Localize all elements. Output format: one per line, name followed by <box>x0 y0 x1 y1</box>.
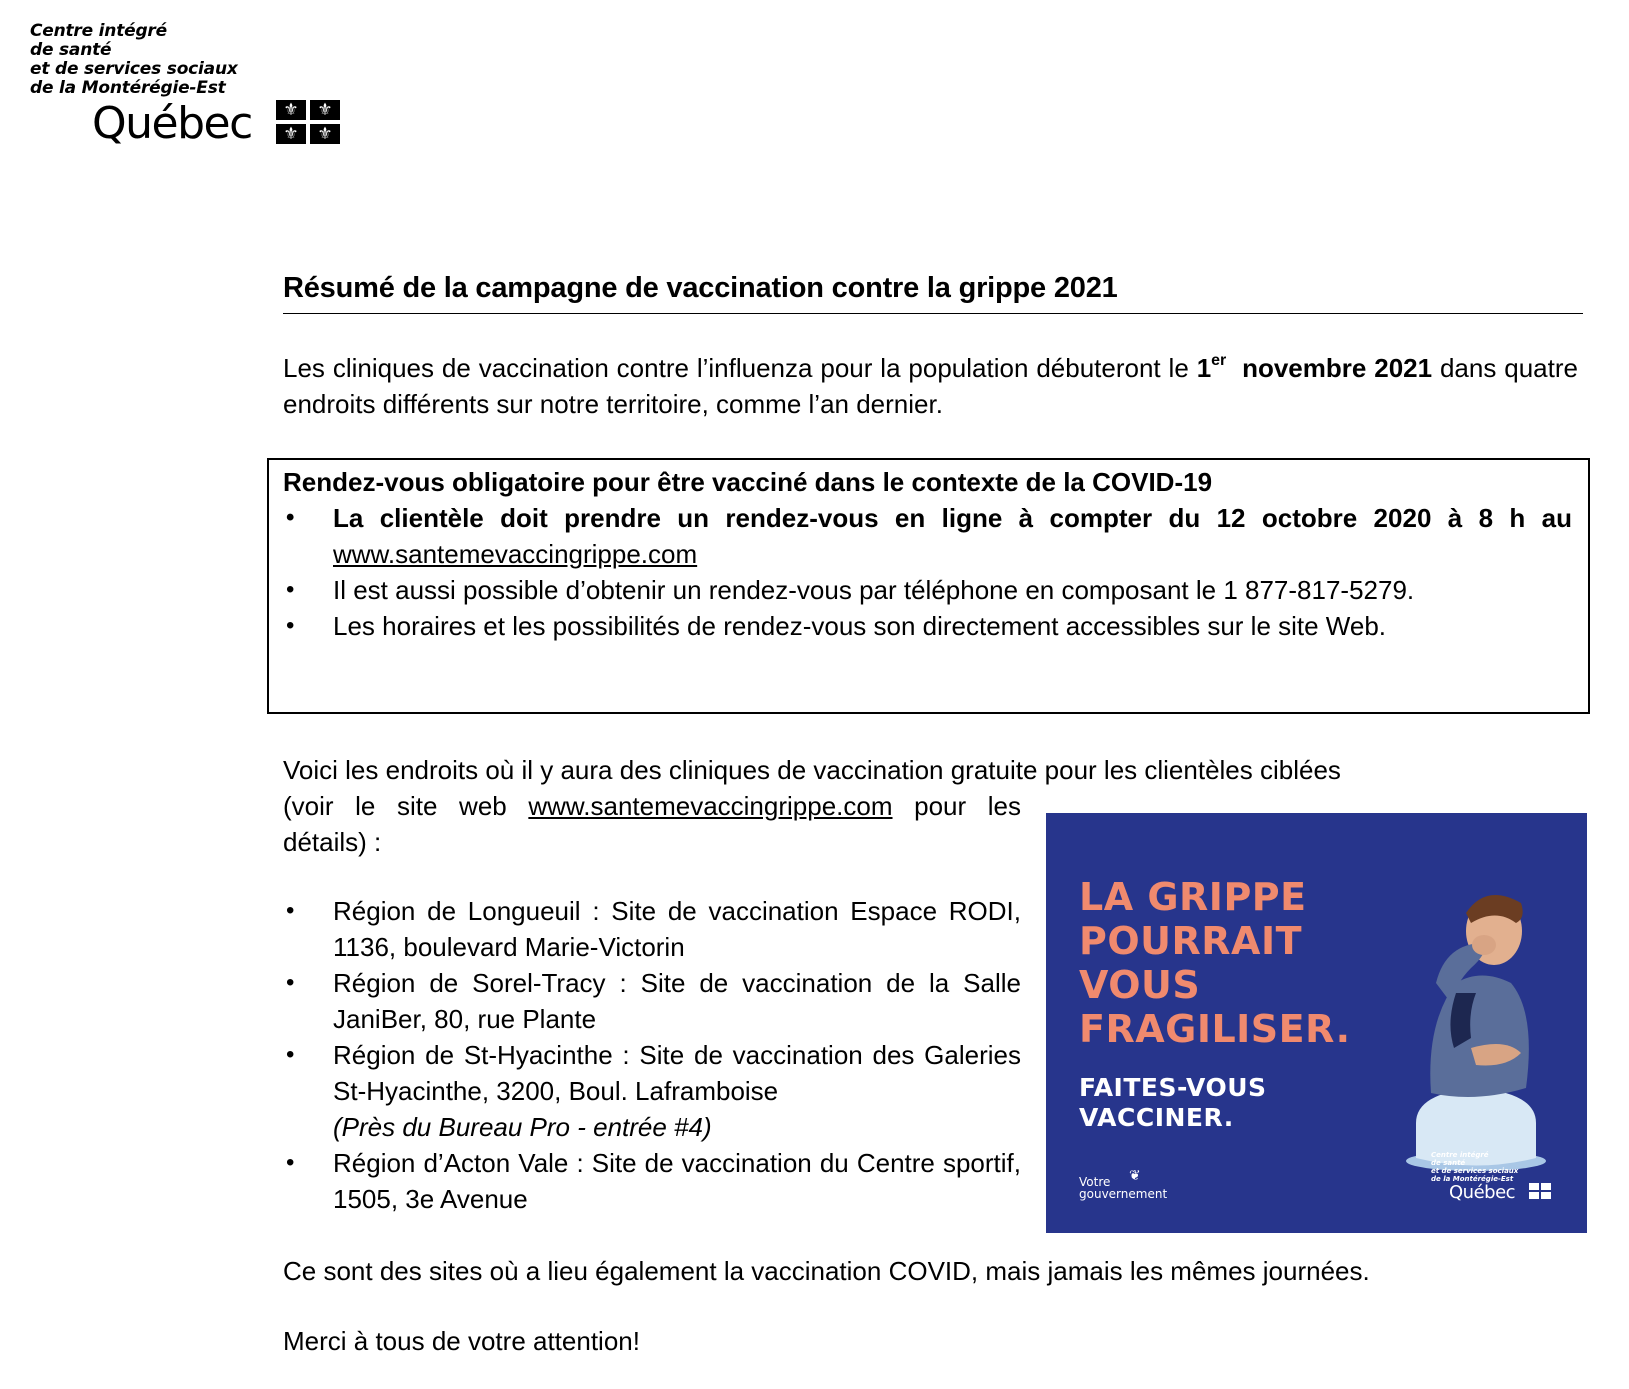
closing-thanks: Merci à tous de votre attention! <box>283 1326 640 1356</box>
poster-headline-line: LA GRIPPE <box>1079 875 1307 919</box>
sites-intro-link[interactable]: www.santemevaccingrippe.com <box>528 791 893 821</box>
sites-intro-text: (voir le site web <box>283 791 529 821</box>
site-text: Région d’Acton Vale : Site de vaccination du Centre sportif, 1505, 3e Avenue <box>333 1148 1021 1214</box>
intro-text-end: dans quatre endroits différents sur notre territoire, comme l’an dernier. <box>283 353 1578 419</box>
intro-paragraph <box>283 350 1578 422</box>
vaccine-site-link[interactable]: www.santemevaccingrippe.com <box>333 539 698 569</box>
list-item <box>283 965 1021 1037</box>
bullet-text: La clientèle doit prendre un rendez-vous en ligne à compter du 12 octobre 2020 à 8 h au <box>333 503 1572 533</box>
poster-logo-line: Centre intégré <box>1431 1151 1489 1159</box>
sites-intro-text-end: pour les détails) : <box>283 791 1021 857</box>
poster-logo-line: et de services sociaux <box>1431 1167 1519 1175</box>
intro-date-day: 1 <box>1196 353 1212 383</box>
poster-headline-line: POURRAIT <box>1079 919 1303 963</box>
poster-flag-icon <box>1529 1183 1551 1199</box>
vaccination-sites-list <box>283 893 1021 1217</box>
gov-line-1: Votre <box>1079 1175 1111 1189</box>
organization-logo <box>30 22 360 154</box>
poster-logo-line: de santé <box>1431 1159 1466 1167</box>
poster-headline-line: VOUS <box>1079 963 1201 1007</box>
list-item <box>283 893 1021 965</box>
poster-cta-line: VACCINER. <box>1079 1103 1234 1132</box>
appointment-bullet-phone: • Il est aussi possible d’obtenir un rendez-vous par téléphone en composant le 1 877-817-5279. <box>283 572 1572 608</box>
poster-headline-line: FRAGILISER. <box>1079 1007 1351 1051</box>
org-line-1: Centre intégré <box>30 21 167 41</box>
org-line-2: de santé <box>30 40 112 60</box>
appointment-bullet-online <box>283 500 1572 572</box>
coughing-man-illustration <box>1376 873 1586 1173</box>
covid-note: Ce sont des sites où a lieu également la vaccination COVID, mais jamais les mêmes journées. <box>283 1256 1370 1286</box>
sites-intro-line: Voici les endroits où il y aura des cliniques de vaccination gratuite pour les clientèles ciblées <box>283 755 1341 785</box>
site-text: Région de St-Hyacinthe : Site de vaccination des Galeries St-Hyacinthe, 3200, Boul. Laframboise <box>333 1040 1021 1106</box>
site-note: (Près du Bureau Pro - entrée #4) <box>333 1112 712 1142</box>
appointment-box-title: Rendez-vous obligatoire pour être vacciné dans le contexte de la COVID-19 <box>283 467 1213 497</box>
site-text: Région de Longueuil : Site de vaccination Espace RODI, 1136, boulevard Marie-Victorin <box>333 896 1021 962</box>
org-line-4: de la Montérégie-Est <box>30 78 226 98</box>
flu-campaign-poster <box>1046 813 1587 1233</box>
appointment-box <box>267 458 1590 714</box>
list-item <box>283 1037 1021 1145</box>
poster-cta <box>1079 1073 1267 1133</box>
org-line-3: et de services sociaux <box>30 59 238 79</box>
appointment-bullet-schedule: • Les horaires et les possibilités de rendez-vous son directement accessibles sur le site Web. <box>283 608 1572 644</box>
document-title: Résumé de la campagne de vaccination contre la grippe 2021 <box>283 272 1583 314</box>
intro-date-month: novembre 2021 <box>1226 353 1433 383</box>
poster-organization-logo <box>1431 1151 1571 1203</box>
quebec-flag-icon: ⚜ ⚜ ⚜ ⚜ <box>276 100 340 144</box>
government-signature <box>1079 1168 1168 1201</box>
poster-cta-line: FAITES-VOUS <box>1079 1073 1267 1102</box>
quebec-wordmark: Québec <box>92 98 252 149</box>
intro-date-sup: er <box>1211 352 1227 370</box>
list-item <box>283 1145 1021 1217</box>
site-text: Région de Sorel-Tracy : Site de vaccination de la Salle JaniBer, 80, rue Plante <box>333 968 1021 1034</box>
poster-logo-line: de la Montérégie-Est <box>1431 1175 1514 1183</box>
poster-quebec-wordmark: Québec <box>1449 1182 1516 1203</box>
gov-line-2: gouvernement <box>1079 1187 1168 1201</box>
leaf-icon: ❦ <box>1129 1168 1141 1184</box>
intro-text: Les cliniques de vaccination contre l’influenza pour la population débuteront le <box>283 353 1197 383</box>
organization-name <box>30 22 360 98</box>
poster-headline <box>1079 875 1351 1051</box>
